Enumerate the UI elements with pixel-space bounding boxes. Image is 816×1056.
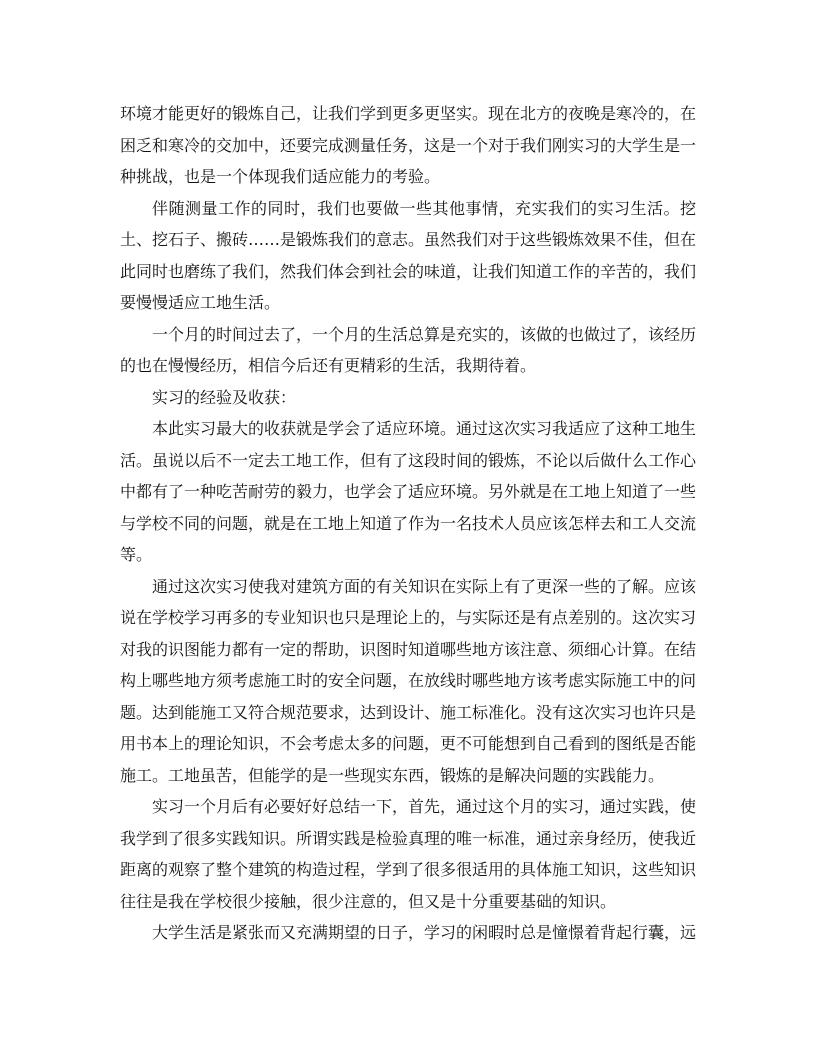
paragraph-practice-summary: 实习一个月后有必要好好总结一下，首先，通过这个月的实习，通过实践，使我学到了很多实践知识。所谓实践是检验真理的唯一标准，通过亲身经历，使我近距离的观察了整个建筑的构造过程，学到了很多很适用的具体施工知识，这些知识往往是我在学校很少接触，很少注意的，但又是十分重要基础的知识。 bbox=[120, 797, 697, 911]
paragraph-continuation: 环境才能更好的锻炼自己，让我们学到更多更坚实。现在北方的夜晚是寒冷的，在困乏和寒冷的交加中，还要完成测量任务，这是一个对于我们刚实习的大学生是一种挑战，也是一个体现我们适应能力的考验。 bbox=[120, 104, 697, 186]
document-page bbox=[120, 98, 696, 949]
section-heading-experience: 实习的经验及收获： bbox=[152, 387, 297, 407]
paragraph-building-knowledge: 通过这次实习使我对建筑方面的有关知识在实际上有了更深一些的了解。应该说在学校学习再多的专业知识也只是理论上的，与实际还是有点差别的。这次实习对我的识图能力都有一定的帮助，识图时知道哪些地方该注意、须细心计算。在结构上哪些地方须考虑施工时的安全问题，在放线时哪些地方该考虑实际施工中的问题。达到能施工又符合规范要求，达到设计、施工标准化。没有这次实习也许只是用书本上的理论知识，不会考虑太多的问题，更不可能想到自己看到的图纸是否能施工。工地虽苦，但能学的是一些现实东西，锻炼的是解决问题的实践能力。 bbox=[120, 576, 697, 785]
paragraph-college-life: 大学生活是紧张而又充满期望的日子，学习的闲暇时总是憧憬着背起行囊，远 bbox=[152, 923, 697, 942]
paragraph-month-summary: 一个月的时间过去了，一个月的生活总算是充实的，该做的也做过了，该经历的也在慢慢经历，相信今后还有更精彩的生活，我期待着。 bbox=[120, 324, 697, 375]
paragraph-adapt-environment: 本此实习最大的收获就是学会了适应环境。通过这次实习我适应了这种工地生活。虽说以后不一定去工地工作，但有了这段时间的锻炼，不论以后做什么工作心中都有了一种吃苦耐劳的毅力，也学会了适应环境。另外就是在工地上知道了一些与学校不同的问题，就是在工地上知道了作为一名技术人员应该怎样去和工人交流等。 bbox=[120, 419, 697, 564]
paragraph-survey-work: 伴随测量工作的同时，我们也要做一些其他事情，充实我们的实习生活。挖土、挖石子、搬砖……是锻炼我们的意志。虽然我们对于这些锻炼效果不佳，但在此同时也磨练了我们，然我们体会到社会的味道，让我们知道工作的辛苦的，我们要慢慢适应工地生活。 bbox=[120, 198, 697, 312]
